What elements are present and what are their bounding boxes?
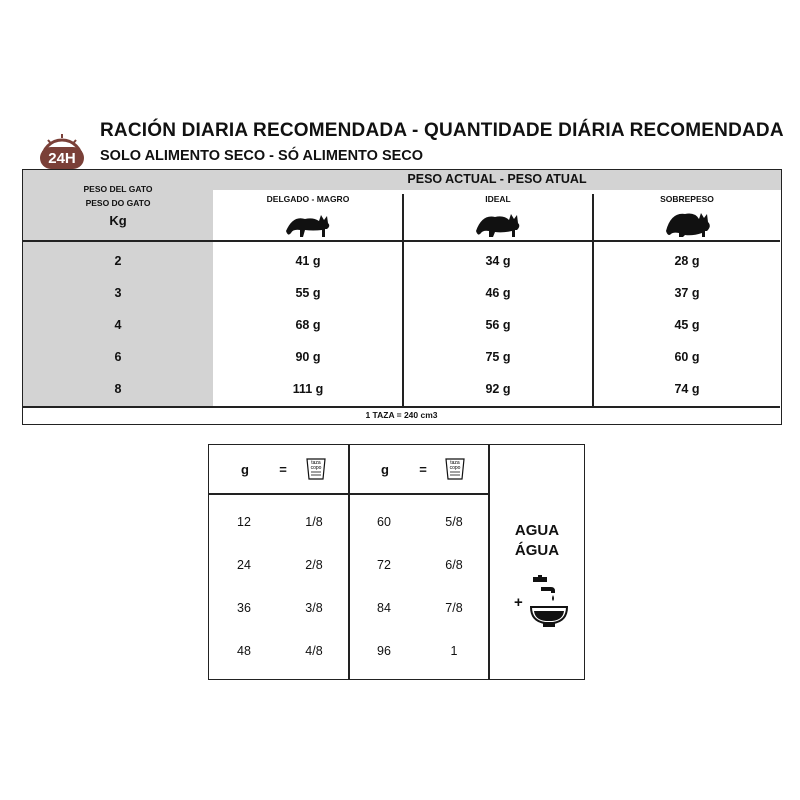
cup-row-grams: 36: [237, 601, 251, 615]
column-header-thin: DELGADO - MAGRO: [266, 194, 350, 204]
table-cell-thin: 41 g: [295, 254, 321, 268]
cup-row-grams: 24: [237, 558, 251, 572]
water-label-pt: ÁGUA: [514, 542, 560, 559]
table-row-weight: 3: [114, 286, 122, 300]
table-cell-ideal: 46 g: [485, 286, 511, 300]
table-row-weight: 8: [114, 382, 122, 396]
cup-label-taza: taza: [311, 460, 321, 466]
table-row-weight: 4: [114, 318, 122, 332]
water-tap-bowl-icon: [527, 575, 569, 629]
plus-sign: +: [514, 594, 523, 611]
cup-row-cups: 2/8: [305, 558, 323, 572]
table-cell-ideal: 92 g: [485, 382, 511, 396]
weight-unit: Kg: [109, 213, 127, 228]
cup-row-cups: 1: [450, 644, 458, 658]
weight-label-es: PESO DEL GATO: [83, 184, 153, 194]
page-subtitle: SOLO ALIMENTO SECO - SÓ ALIMENTO SECO: [100, 148, 424, 164]
table-cell-ideal: 34 g: [485, 254, 511, 268]
cup-row-grams: 12: [237, 515, 251, 529]
table-row-weight: 6: [114, 350, 122, 364]
band-label: PESO ACTUAL - PESO ATUAL: [407, 172, 587, 186]
cup-row-grams: 84: [377, 601, 391, 615]
ideal-cat-icon: [473, 209, 523, 239]
table-cell-ideal: 75 g: [485, 350, 511, 364]
equals-sign: =: [279, 462, 287, 477]
table-cell-over: 45 g: [674, 318, 700, 332]
cup-row-cups: 6/8: [445, 558, 463, 572]
table-cell-thin: 111 g: [292, 382, 324, 396]
ration-table: [22, 169, 782, 425]
table-cell-thin: 68 g: [295, 318, 321, 332]
column-header-ideal: IDEAL: [485, 194, 511, 204]
measuring-cup-icon: [305, 457, 327, 481]
cup-row-grams: 72: [377, 558, 391, 572]
table-cell-over: 74 g: [674, 382, 700, 396]
cup-row-cups: 4/8: [305, 644, 323, 658]
table-cell-thin: 90 g: [295, 350, 321, 364]
cup-conversion-table: [208, 444, 585, 680]
cup-row-cups: 1/8: [305, 515, 323, 529]
overweight-cat-icon: [663, 209, 713, 239]
cup-row-cups: 3/8: [305, 601, 323, 615]
measuring-cup-icon: [444, 457, 466, 481]
footer-divider: [23, 406, 780, 408]
page-title: RACIÓN DIARIA RECOMENDADA - QUANTIDADE DIÁRIA RECOMENDADA: [100, 120, 784, 141]
cup-row-grams: 60: [377, 515, 391, 529]
cup-row-grams: 48: [237, 644, 251, 658]
table-row-weight: 2: [114, 254, 122, 268]
cup-header-divider: [209, 493, 489, 495]
table-cell-thin: 55 g: [295, 286, 321, 300]
table-cell-over: 28 g: [674, 254, 700, 268]
cup-row-grams: 96: [377, 644, 391, 658]
water-label-es: AGUA: [514, 522, 560, 539]
table-cell-over: 60 g: [674, 350, 700, 364]
column-divider-2: [592, 194, 594, 407]
clock-badge-text: 24H: [48, 150, 76, 167]
grams-header: g: [241, 462, 249, 477]
equals-sign: =: [419, 462, 427, 477]
cup-label-copo: copo: [310, 465, 322, 471]
cup-label-copo: copo: [449, 465, 461, 471]
weight-label-pt: PESO DO GATO: [85, 198, 151, 208]
thin-cat-icon: [283, 209, 333, 239]
column-header-overweight: SOBREPESO: [660, 194, 714, 204]
grams-header: g: [381, 462, 389, 477]
cup-volume-footnote: 1 TAZA = 240 cm3: [365, 410, 438, 420]
column-divider-1: [402, 194, 404, 407]
table-cell-over: 37 g: [674, 286, 700, 300]
table-cell-ideal: 56 g: [485, 318, 511, 332]
clock-24h-icon: [36, 130, 88, 174]
cup-row-cups: 5/8: [445, 515, 463, 529]
cup-row-cups: 7/8: [445, 601, 463, 615]
cup-label-taza: taza: [450, 460, 460, 466]
